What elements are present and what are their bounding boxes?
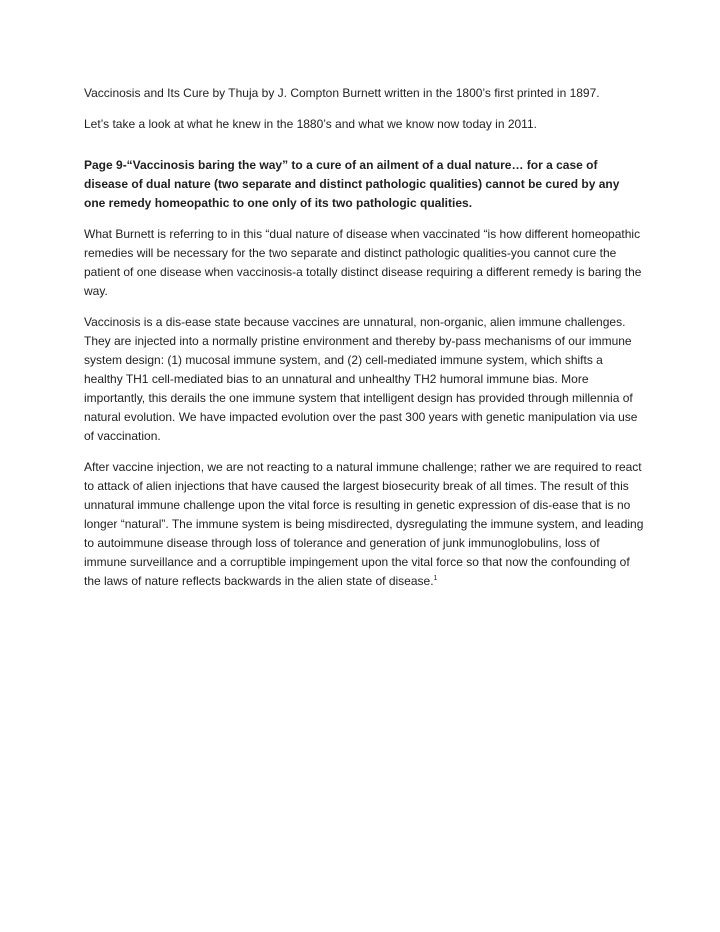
- paragraph-3: [84, 458, 644, 591]
- paragraph-2: Vaccinosis is a dis-ease state because vaccines are unnatural, non-organic, alien immune challenges. They are injected into a normally pristine environment and thereby by-pass mechanisms of our immune system design: (1) mucosal immune system, and (2) cell-mediated immune system, which shifts a healthy TH1 cell-mediated bias to an unnatural and unhealthy TH2 humoral immune bias. More importantly, this derails the one immune system that intelligent design has provided through millennia of natural evolution. We have impacted evolution over the past 300 years with genetic manipulation via use of vaccination.: [84, 315, 638, 443]
- paragraph-3-text: After vaccine injection, we are not reacting to a natural immune challenge; rather we are required to react to attack of alien injections that have caused the largest biosecurity break of all times. The result of this unnatural immune challenge upon the vital force is resulting in genetic expression of dis-ease that is no longer “natural”. The immune system is being misdirected, dysregulating the immune system, and leading to autoimmune disease through loss of tolerance and generation of junk immunoglobulins, loss of immune surveillance and a corruptible impingement upon the vital force so that now the confounding of the laws of nature reflects backwards in the alien state of disease.: [84, 460, 644, 588]
- footnote-marker: 1: [433, 575, 438, 582]
- paragraph-1: What Burnett is referring to in this “dual nature of disease when vaccinated “is how different homeopathic remedies will be necessary for the two separate and distinct pathologic qualities-you cannot cure the patient of one disease when vaccinosis-a totally distinct disease requiring a different remedy is baring the way.: [84, 227, 642, 298]
- intro-line: Let’s take a look at what he knew in the 1880’s and what we know now today in 2011.: [84, 117, 537, 131]
- title-line: Vaccinosis and Its Cure by Thuja by J. Compton Burnett written in the 1800’s first printed in 1897.: [84, 86, 600, 100]
- document-body: [84, 84, 644, 603]
- quote-paragraph: Page 9-“Vaccinosis baring the way” to a cure of an ailment of a dual nature… for a case of disease of dual nature (two separate and distinct pathologic qualities) cannot be cured by any one remedy homeopathic to one only of its two pathologic qualities.: [84, 158, 620, 210]
